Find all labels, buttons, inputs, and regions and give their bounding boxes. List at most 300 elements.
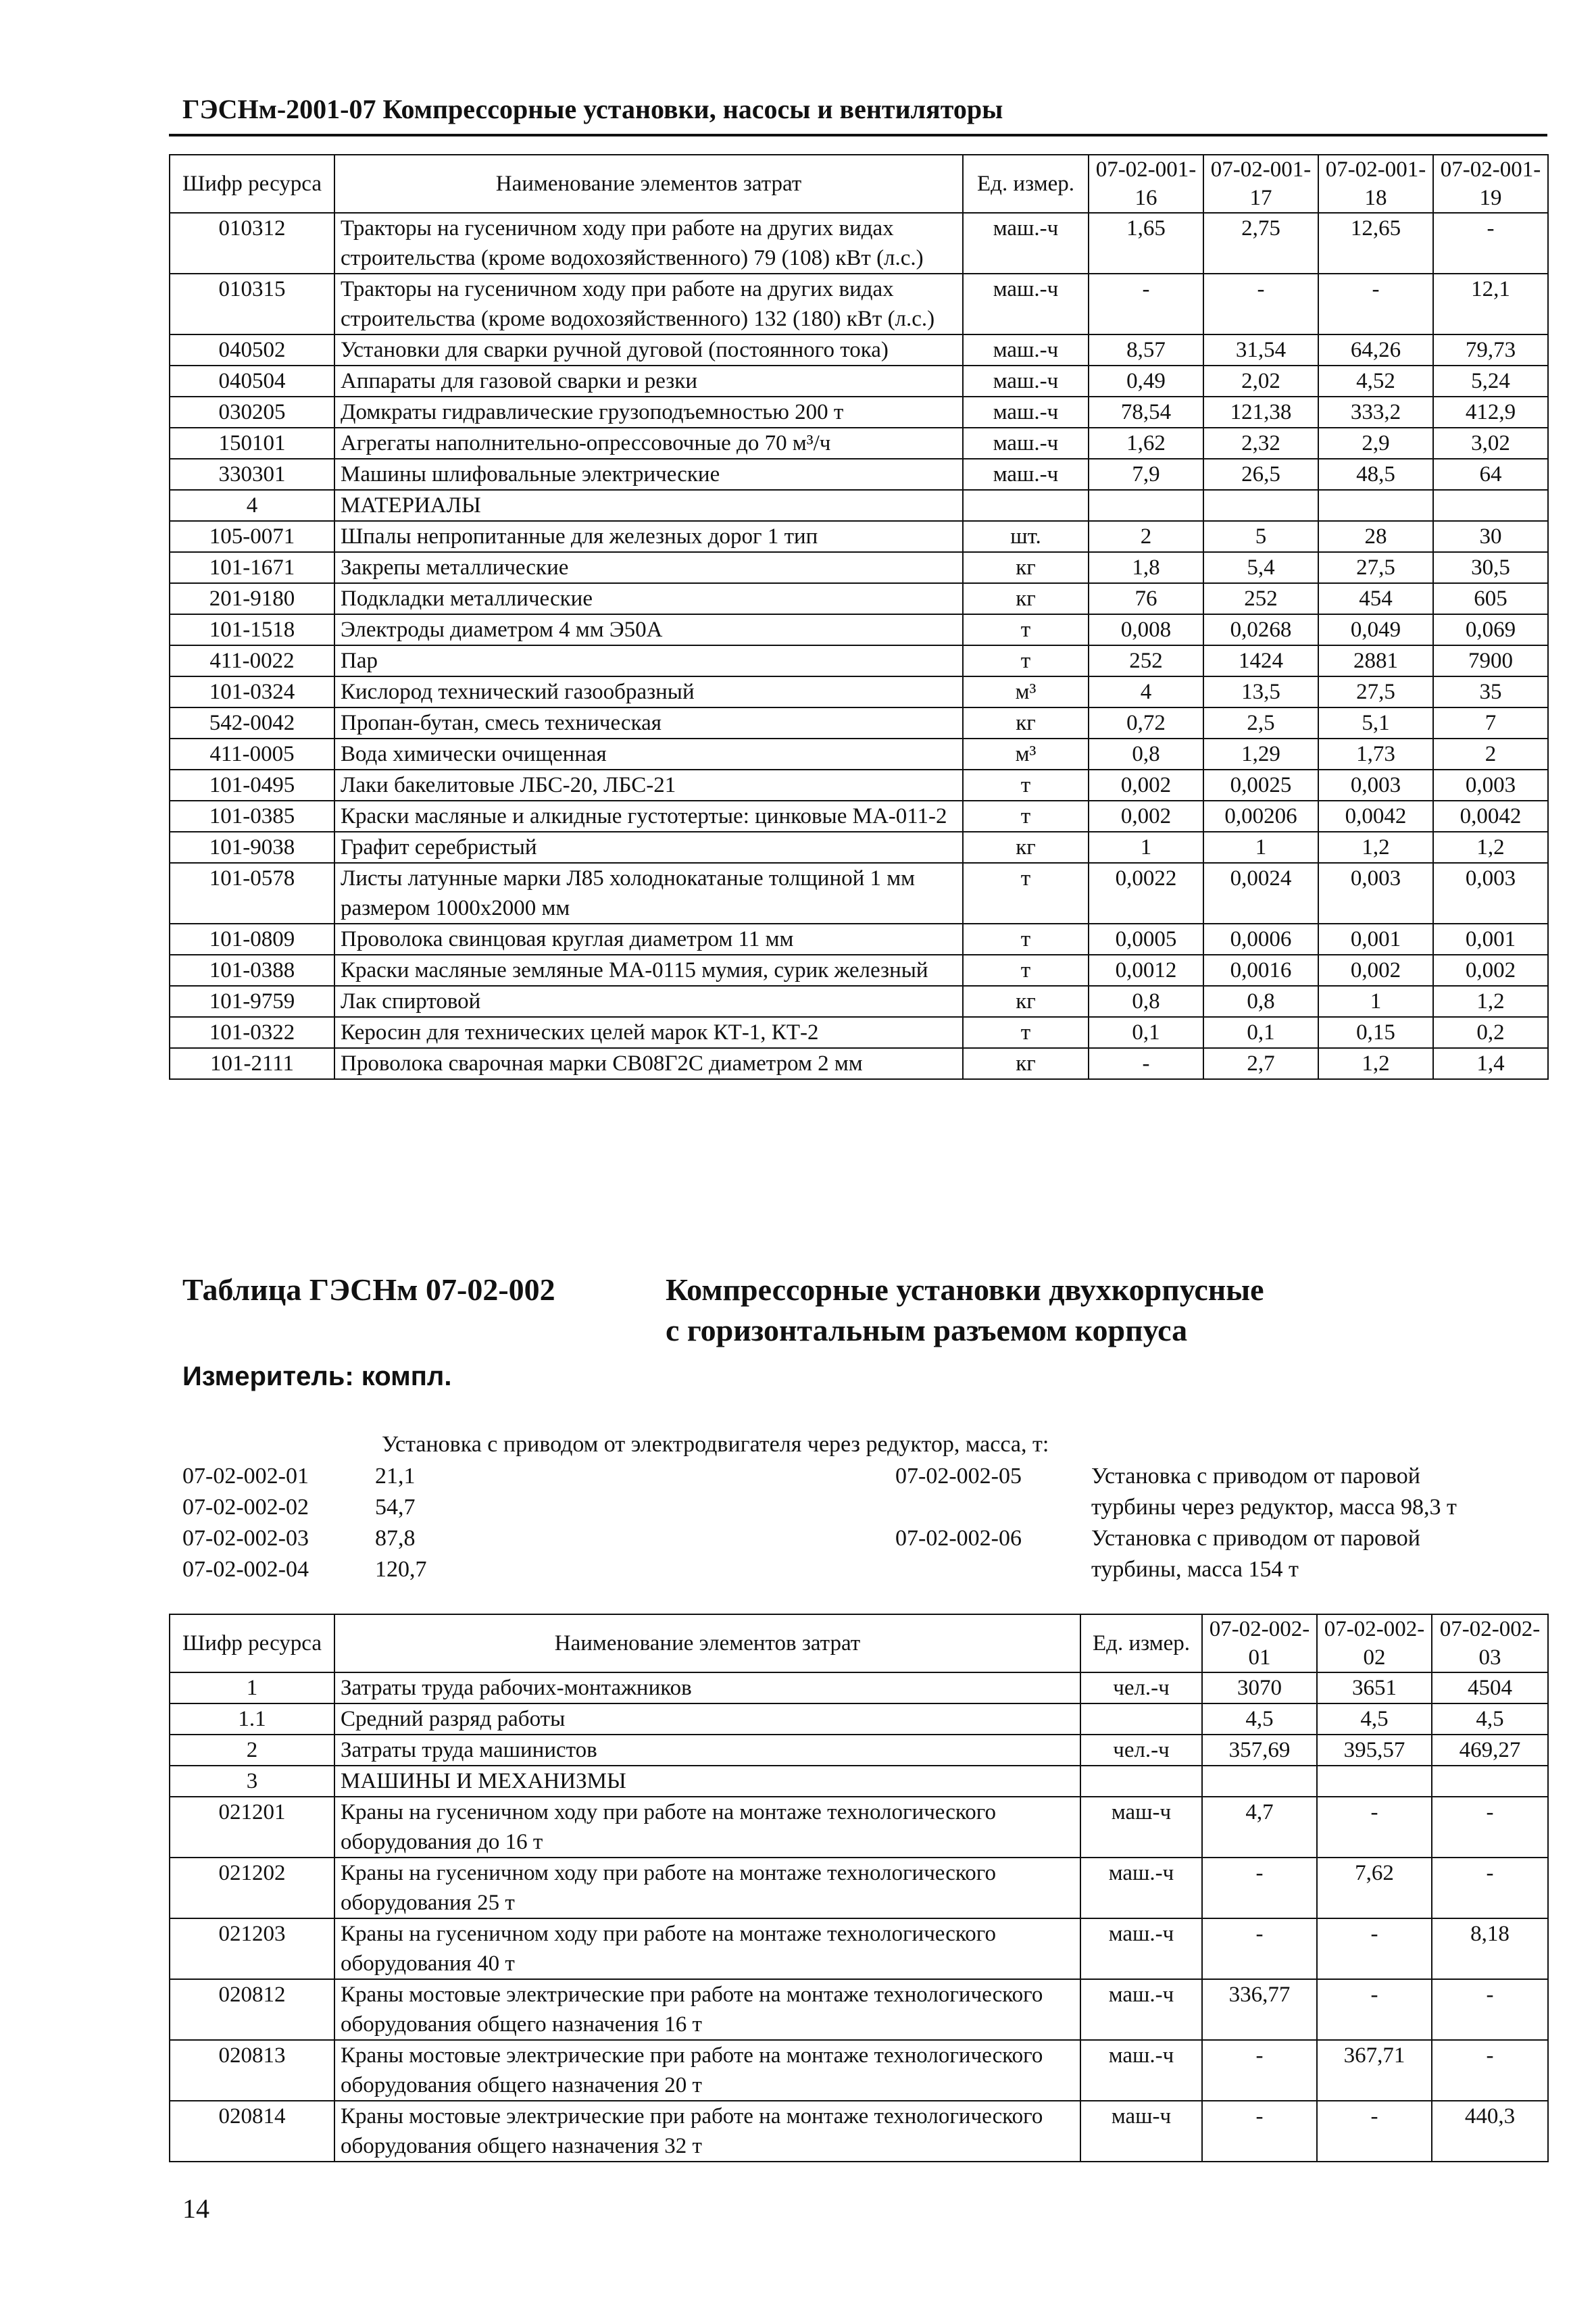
unit-cell: маш.-ч <box>963 428 1089 459</box>
value-cell: 1 <box>1089 832 1203 863</box>
value-cell: 0,0005 <box>1089 924 1203 955</box>
value-cell: 2881 <box>1318 645 1433 676</box>
value-cell: 7,9 <box>1089 459 1203 490</box>
value-cell: 78,54 <box>1089 397 1203 428</box>
unit-cell: кг <box>963 583 1089 614</box>
resource-name: Краны мостовые электрические при работе на монтаже технологического оборудования общего назначения 32 т <box>334 2101 1080 2162</box>
value-cell: 0,0006 <box>1203 924 1318 955</box>
resource-name: Закрепы металлические <box>334 552 963 583</box>
unit-cell: кг <box>963 832 1089 863</box>
value-cell: 4,5 <box>1202 1703 1317 1735</box>
value-cell: 412,9 <box>1433 397 1548 428</box>
table-row <box>170 552 1548 583</box>
resource-name: Домкраты гидравлические грузоподъемностью 200 т <box>334 397 963 428</box>
value-cell: - <box>1202 2040 1317 2101</box>
variant-code: 07-02-002-04 <box>182 1557 309 1582</box>
table-body <box>170 213 1548 1079</box>
variant-value: 120,7 <box>375 1557 427 1582</box>
value-cell: 2 <box>1089 521 1203 552</box>
value-cell: - <box>1202 2101 1317 2162</box>
table-row <box>170 274 1548 334</box>
value-cell: 4,7 <box>1202 1797 1317 1858</box>
value-cell: - <box>1317 1918 1432 1979</box>
value-cell: 605 <box>1433 583 1548 614</box>
col-header-value: 07-02-001-19 <box>1433 155 1548 213</box>
resource-name: Лаки бакелитовые ЛБС-20, ЛБС-21 <box>334 770 963 801</box>
unit-cell: маш.-ч <box>1080 2040 1202 2101</box>
value-cell <box>1318 490 1433 521</box>
value-cell: 5,4 <box>1203 552 1318 583</box>
value-cell: 0,0012 <box>1089 955 1203 986</box>
variant-code: 07-02-002-02 <box>182 1495 309 1520</box>
value-cell: 28 <box>1318 521 1433 552</box>
value-cell: - <box>1317 2101 1432 2162</box>
value-cell: 0,00206 <box>1203 801 1318 832</box>
variant-row <box>182 1492 427 1523</box>
table-row <box>170 1858 1548 1918</box>
col-header-value: 07-02-001-16 <box>1089 155 1203 213</box>
value-cell: 0,72 <box>1089 707 1203 739</box>
variant-row <box>895 1461 1457 1492</box>
value-cell: - <box>1089 1048 1203 1079</box>
value-cell: - <box>1432 1858 1548 1918</box>
resource-code: 021201 <box>170 1797 334 1858</box>
table-row <box>170 645 1548 676</box>
variant-text: турбины, масса 154 т <box>1091 1557 1299 1582</box>
value-cell: 7,62 <box>1317 1858 1432 1918</box>
resource-code: 010312 <box>170 213 334 274</box>
col-header-name: Наименование элементов затрат <box>334 1614 1080 1672</box>
value-cell: - <box>1432 2040 1548 2101</box>
value-cell: 1,2 <box>1433 986 1548 1017</box>
table-row <box>170 2101 1548 2162</box>
col-header-value: 07-02-002-03 <box>1432 1614 1548 1672</box>
table-row <box>170 832 1548 863</box>
value-cell: 0,0025 <box>1203 770 1318 801</box>
unit-cell: маш.-ч <box>963 274 1089 334</box>
value-cell: 1,29 <box>1203 739 1318 770</box>
col-header-value: 07-02-001-17 <box>1203 155 1318 213</box>
value-cell <box>1432 1766 1548 1797</box>
resource-name: Установки для сварки ручной дуговой (постоянного тока) <box>334 334 963 366</box>
resource-code: 150101 <box>170 428 334 459</box>
col-header-value: 07-02-001-18 <box>1318 155 1433 213</box>
value-cell: 336,77 <box>1202 1979 1317 2040</box>
value-cell: 0,49 <box>1089 366 1203 397</box>
value-cell: 440,3 <box>1432 2101 1548 2162</box>
value-cell: 0,0042 <box>1433 801 1548 832</box>
variant-text: Установка с приводом от паровой <box>1091 1526 1420 1551</box>
value-cell: 27,5 <box>1318 552 1433 583</box>
value-cell: 0,2 <box>1433 1017 1548 1048</box>
unit-cell: м³ <box>963 739 1089 770</box>
resource-code: 021202 <box>170 1858 334 1918</box>
resource-code: 105-0071 <box>170 521 334 552</box>
value-cell: 0,15 <box>1318 1017 1433 1048</box>
resource-code: 020814 <box>170 2101 334 2162</box>
resource-code: 101-0578 <box>170 863 334 924</box>
value-cell: - <box>1432 1797 1548 1858</box>
variant-code: 07-02-002-01 <box>182 1464 309 1489</box>
value-cell: 1,73 <box>1318 739 1433 770</box>
value-cell: 0,002 <box>1318 955 1433 986</box>
col-header-code: Шифр ресурса <box>170 155 334 213</box>
value-cell: 4,5 <box>1432 1703 1548 1735</box>
unit-cell: маш.-ч <box>963 397 1089 428</box>
col-header-unit: Ед. измер. <box>1080 1614 1202 1672</box>
unit-cell: маш-ч <box>1080 1797 1202 1858</box>
resource-name: МАТЕРИАЛЫ <box>334 490 963 521</box>
unit-cell: маш.-ч <box>1080 1858 1202 1918</box>
value-cell: - <box>1202 1858 1317 1918</box>
table-row <box>170 459 1548 490</box>
unit-cell: шт. <box>963 521 1089 552</box>
value-cell: 3651 <box>1317 1672 1432 1703</box>
value-cell: 48,5 <box>1318 459 1433 490</box>
value-cell: 64 <box>1433 459 1548 490</box>
variant-code: 07-02-002-05 <box>895 1464 1022 1489</box>
resource-code: 542-0042 <box>170 707 334 739</box>
resource-code: 2 <box>170 1735 334 1766</box>
resource-name: Средний разряд работы <box>334 1703 1080 1735</box>
variant-row <box>895 1492 1457 1523</box>
value-cell: 2,7 <box>1203 1048 1318 1079</box>
unit-cell: т <box>963 645 1089 676</box>
resource-code: 030205 <box>170 397 334 428</box>
table-row <box>170 1797 1548 1858</box>
resource-code: 101-0324 <box>170 676 334 707</box>
variant-value: 54,7 <box>375 1495 416 1520</box>
value-cell: 0,003 <box>1433 770 1548 801</box>
value-cell: 0,8 <box>1203 986 1318 1017</box>
value-cell: 3070 <box>1202 1672 1317 1703</box>
resource-code: 021203 <box>170 1918 334 1979</box>
table-row <box>170 924 1548 955</box>
variant-text: Установка с приводом от паровой <box>1091 1464 1420 1489</box>
value-cell: 469,27 <box>1432 1735 1548 1766</box>
resource-name: Шпалы непропитанные для железных дорог 1 тип <box>334 521 963 552</box>
unit-cell: кг <box>963 986 1089 1017</box>
resource-name: Краски масляные и алкидные густотертые: цинковые МА-011-2 <box>334 801 963 832</box>
resource-code: 1 <box>170 1672 334 1703</box>
resource-code: 411-0022 <box>170 645 334 676</box>
table-row <box>170 1017 1548 1048</box>
value-cell: 3,02 <box>1433 428 1548 459</box>
unit-cell: кг <box>963 707 1089 739</box>
table-row <box>170 1703 1548 1735</box>
value-cell: 7 <box>1433 707 1548 739</box>
resource-code: 040504 <box>170 366 334 397</box>
resource-name: Тракторы на гусеничном ходу при работе на других видах строительства (кроме водохозяйственного) 132 (180) кВт (л.с.) <box>334 274 963 334</box>
resource-name: Краны мостовые электрические при работе на монтаже технологического оборудования общего назначения 20 т <box>334 2040 1080 2101</box>
table-label: Таблица ГЭСНм 07-02-002 <box>182 1272 555 1307</box>
variant-row <box>182 1554 427 1585</box>
unit-cell: чел.-ч <box>1080 1735 1202 1766</box>
value-cell: 0,1 <box>1203 1017 1318 1048</box>
value-cell: 64,26 <box>1318 334 1433 366</box>
table-row <box>170 521 1548 552</box>
resource-name: Проволока свинцовая круглая диаметром 11 мм <box>334 924 963 955</box>
value-cell: 1424 <box>1203 645 1318 676</box>
value-cell: 333,2 <box>1318 397 1433 428</box>
unit-cell: кг <box>963 552 1089 583</box>
resource-name: Краны на гусеничном ходу при работе на монтаже технологического оборудования 25 т <box>334 1858 1080 1918</box>
unit-cell <box>963 490 1089 521</box>
value-cell: 2,75 <box>1203 213 1318 274</box>
resource-code: 101-1671 <box>170 552 334 583</box>
value-cell: 0,8 <box>1089 739 1203 770</box>
table-row <box>170 1672 1548 1703</box>
resource-name: Керосин для технических целей марок КТ-1, КТ-2 <box>334 1017 963 1048</box>
value-cell: 4,5 <box>1317 1703 1432 1735</box>
resource-table-1 <box>169 154 1549 1080</box>
variant-code: 07-02-002-06 <box>895 1526 1022 1551</box>
value-cell: 27,5 <box>1318 676 1433 707</box>
resource-name: Пропан-бутан, смесь техническая <box>334 707 963 739</box>
value-cell: - <box>1203 274 1318 334</box>
resource-name: Тракторы на гусеничном ходу при работе на других видах строительства (кроме водохозяйственного) 79 (108) кВт (л.с.) <box>334 213 963 274</box>
value-cell: - <box>1318 274 1433 334</box>
resource-name: Вода химически очищенная <box>334 739 963 770</box>
unit-cell: т <box>963 924 1089 955</box>
unit-cell: маш.-ч <box>1080 1979 1202 2040</box>
resource-code: 010315 <box>170 274 334 334</box>
unit-cell: маш-ч <box>1080 2101 1202 2162</box>
resource-code: 101-0322 <box>170 1017 334 1048</box>
unit-cell: м³ <box>963 676 1089 707</box>
value-cell: 0,0268 <box>1203 614 1318 645</box>
unit-cell: маш.-ч <box>963 213 1089 274</box>
resource-name: Аппараты для газовой сварки и резки <box>334 366 963 397</box>
variant-value: 87,8 <box>375 1526 416 1551</box>
value-cell: 454 <box>1318 583 1433 614</box>
unit-cell: т <box>963 863 1089 924</box>
value-cell: - <box>1317 1979 1432 2040</box>
resource-code: 101-0809 <box>170 924 334 955</box>
resource-name: Графит серебристый <box>334 832 963 863</box>
value-cell: 2 <box>1433 739 1548 770</box>
value-cell: 5,24 <box>1433 366 1548 397</box>
value-cell: 0,0016 <box>1203 955 1318 986</box>
left-variants <box>182 1461 427 1585</box>
variant-row <box>895 1523 1457 1554</box>
value-cell: 0,003 <box>1433 863 1548 924</box>
table-header-row <box>170 155 1548 213</box>
resource-code: 101-1518 <box>170 614 334 645</box>
unit-cell: маш.-ч <box>963 334 1089 366</box>
resource-code: 201-9180 <box>170 583 334 614</box>
resource-name: Листы латунные марки Л85 холоднокатаные толщиной 1 мм размером 1000х2000 мм <box>334 863 963 924</box>
value-cell: 0,069 <box>1433 614 1548 645</box>
variant-value: 21,1 <box>375 1464 416 1489</box>
table-row <box>170 739 1548 770</box>
table-title-line-2: с горизонтальным разъемом корпуса <box>666 1313 1188 1347</box>
table-row <box>170 1048 1548 1079</box>
table-row <box>170 1735 1548 1766</box>
resource-code: 040502 <box>170 334 334 366</box>
table-row <box>170 986 1548 1017</box>
value-cell: - <box>1202 1918 1317 1979</box>
value-cell: 5,1 <box>1318 707 1433 739</box>
resource-name: Затраты труда машинистов <box>334 1735 1080 1766</box>
variant-row <box>182 1461 427 1492</box>
unit-cell: кг <box>963 1048 1089 1079</box>
value-cell: 30 <box>1433 521 1548 552</box>
value-cell: 2,9 <box>1318 428 1433 459</box>
resource-name: Проволока сварочная марки СВ08Г2С диаметром 2 мм <box>334 1048 963 1079</box>
unit-cell: т <box>963 1017 1089 1048</box>
value-cell: 12,65 <box>1318 213 1433 274</box>
value-cell: 0,002 <box>1089 801 1203 832</box>
resource-code: 3 <box>170 1766 334 1797</box>
value-cell: 0,001 <box>1433 924 1548 955</box>
value-cell: 0,003 <box>1318 863 1433 924</box>
resource-name: Краны мостовые электрические при работе на монтаже технологического оборудования общего назначения 16 т <box>334 1979 1080 2040</box>
resource-code: 101-9759 <box>170 986 334 1017</box>
col-header-code: Шифр ресурса <box>170 1614 334 1672</box>
resource-name: Кислород технический газообразный <box>334 676 963 707</box>
resource-code: 4 <box>170 490 334 521</box>
resource-code: 330301 <box>170 459 334 490</box>
value-cell: 1,4 <box>1433 1048 1548 1079</box>
unit-cell: чел.-ч <box>1080 1672 1202 1703</box>
unit-cell: т <box>963 955 1089 986</box>
value-cell: 367,71 <box>1317 2040 1432 2101</box>
value-cell: - <box>1089 274 1203 334</box>
table-row <box>170 801 1548 832</box>
value-cell: 252 <box>1203 583 1318 614</box>
table-row <box>170 1979 1548 2040</box>
resource-name: Краски масляные земляные МА-0115 мумия, сурик железный <box>334 955 963 986</box>
resource-name: Краны на гусеничном ходу при работе на монтаже технологического оборудования до 16 т <box>334 1797 1080 1858</box>
value-cell: 0,002 <box>1089 770 1203 801</box>
value-cell: 252 <box>1089 645 1203 676</box>
variant-code: 07-02-002-03 <box>182 1526 309 1551</box>
unit-cell: маш.-ч <box>963 459 1089 490</box>
unit-cell: маш.-ч <box>1080 1918 1202 1979</box>
unit-cell <box>1080 1703 1202 1735</box>
value-cell: 26,5 <box>1203 459 1318 490</box>
unit-cell: т <box>963 770 1089 801</box>
table-row <box>170 213 1548 274</box>
value-cell: 1,2 <box>1318 1048 1433 1079</box>
variant-row <box>895 1554 1457 1585</box>
unit-cell: т <box>963 801 1089 832</box>
table-row <box>170 428 1548 459</box>
value-cell <box>1433 490 1548 521</box>
value-cell: 121,38 <box>1203 397 1318 428</box>
table-row <box>170 2040 1548 2101</box>
table-row <box>170 366 1548 397</box>
resource-name: Агрегаты наполнительно-опрессовочные до 70 м³/ч <box>334 428 963 459</box>
col-header-unit: Ед. измер. <box>963 155 1089 213</box>
table-row <box>170 955 1548 986</box>
table-row <box>170 1918 1548 1979</box>
resource-name: Затраты труда рабочих-монтажников <box>334 1672 1080 1703</box>
value-cell: 0,008 <box>1089 614 1203 645</box>
value-cell: 1,62 <box>1089 428 1203 459</box>
value-cell: 4504 <box>1432 1672 1548 1703</box>
value-cell <box>1203 490 1318 521</box>
value-cell: 7900 <box>1433 645 1548 676</box>
value-cell: 8,57 <box>1089 334 1203 366</box>
table-body <box>170 1672 1548 2162</box>
value-cell: 0,1 <box>1089 1017 1203 1048</box>
value-cell: - <box>1317 1797 1432 1858</box>
value-cell: 79,73 <box>1433 334 1548 366</box>
resource-code: 1.1 <box>170 1703 334 1735</box>
value-cell: 1 <box>1203 832 1318 863</box>
value-cell: 8,18 <box>1432 1918 1548 1979</box>
value-cell: - <box>1433 213 1548 274</box>
value-cell: 12,1 <box>1433 274 1548 334</box>
value-cell: 2,5 <box>1203 707 1318 739</box>
table-row <box>170 770 1548 801</box>
value-cell: 30,5 <box>1433 552 1548 583</box>
resource-code: 020812 <box>170 1979 334 2040</box>
value-cell: 0,0024 <box>1203 863 1318 924</box>
value-cell <box>1202 1766 1317 1797</box>
value-cell: 0,0042 <box>1318 801 1433 832</box>
col-header-name: Наименование элементов затрат <box>334 155 963 213</box>
value-cell: 1,2 <box>1318 832 1433 863</box>
table-title-line-1: Компрессорные установки двухкорпусные <box>666 1272 1264 1307</box>
value-cell: 0,0022 <box>1089 863 1203 924</box>
unit-cell: маш.-ч <box>963 366 1089 397</box>
table-row <box>170 583 1548 614</box>
value-cell: 13,5 <box>1203 676 1318 707</box>
value-cell: 1,8 <box>1089 552 1203 583</box>
value-cell: 1 <box>1318 986 1433 1017</box>
value-cell: - <box>1432 1979 1548 2040</box>
value-cell: 1,2 <box>1433 832 1548 863</box>
value-cell: 5 <box>1203 521 1318 552</box>
resource-name: Подкладки металлические <box>334 583 963 614</box>
section-row <box>170 490 1548 521</box>
table-row <box>170 334 1548 366</box>
value-cell: 31,54 <box>1203 334 1318 366</box>
value-cell: 0,003 <box>1318 770 1433 801</box>
resource-code: 020813 <box>170 2040 334 2101</box>
col-header-value: 07-02-002-01 <box>1202 1614 1317 1672</box>
section-row <box>170 1766 1548 1797</box>
unit-cell <box>1080 1766 1202 1797</box>
page-header-title: ГЭСНм-2001-07 Компрессорные установки, насосы и вентиляторы <box>182 94 1003 124</box>
right-variants <box>895 1461 1457 1585</box>
value-cell: 1,65 <box>1089 213 1203 274</box>
value-cell <box>1089 490 1203 521</box>
table-row <box>170 707 1548 739</box>
resource-code: 101-2111 <box>170 1048 334 1079</box>
value-cell: 4,52 <box>1318 366 1433 397</box>
value-cell: 2,32 <box>1203 428 1318 459</box>
col-header-value: 07-02-002-02 <box>1317 1614 1432 1672</box>
variant-row <box>182 1523 427 1554</box>
value-cell: 0,049 <box>1318 614 1433 645</box>
table-row <box>170 863 1548 924</box>
value-cell: 76 <box>1089 583 1203 614</box>
variants-intro: Установка с приводом от электродвигателя через редуктор, масса, т: <box>382 1432 1049 1457</box>
value-cell: 0,8 <box>1089 986 1203 1017</box>
table-row <box>170 614 1548 645</box>
resource-name: Краны на гусеничном ходу при работе на монтаже технологического оборудования 40 т <box>334 1918 1080 1979</box>
value-cell: 395,57 <box>1317 1735 1432 1766</box>
resource-name: Лак спиртовой <box>334 986 963 1017</box>
resource-code: 411-0005 <box>170 739 334 770</box>
value-cell: 0,001 <box>1318 924 1433 955</box>
variant-text: турбины через редуктор, масса 98,3 т <box>1091 1495 1457 1520</box>
page-number: 14 <box>182 2193 209 2224</box>
